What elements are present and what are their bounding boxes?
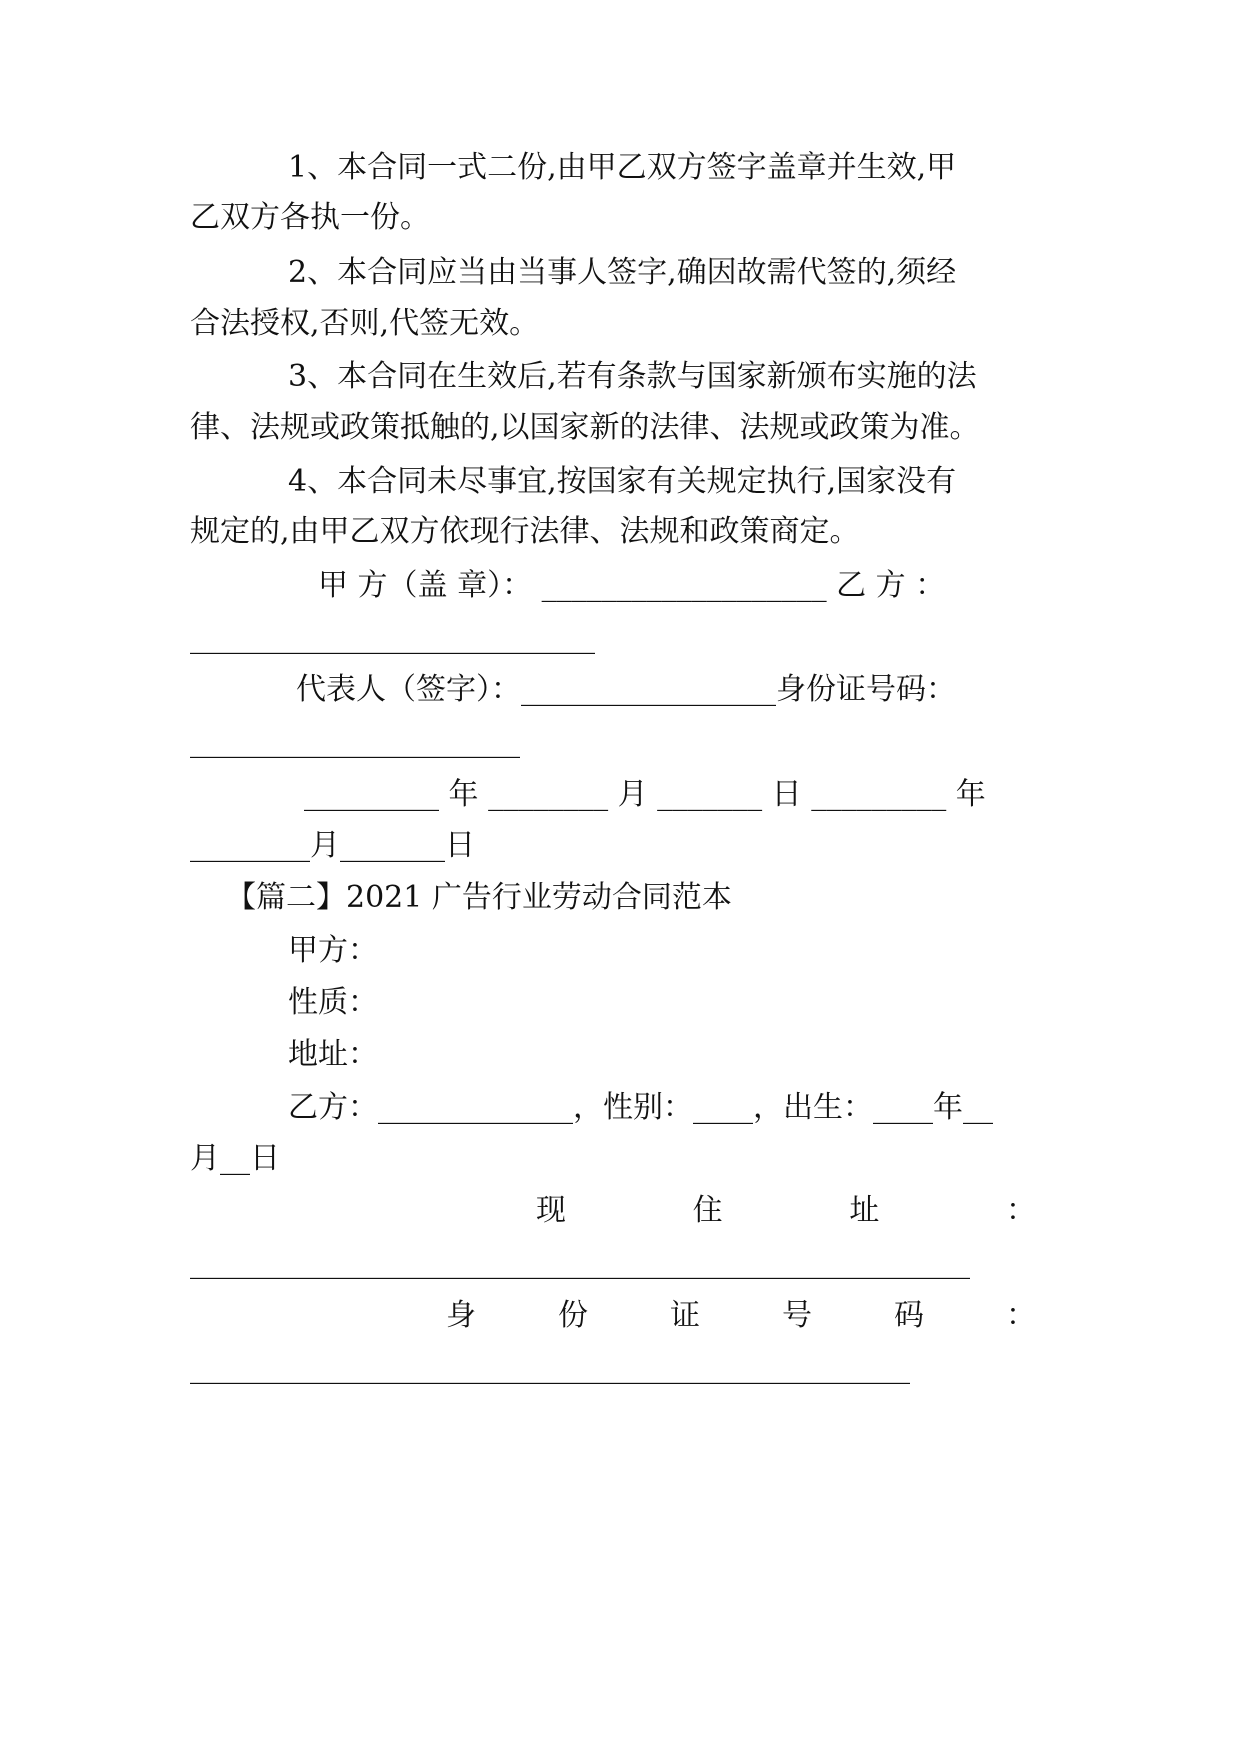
clause-4-line-1: 4、本合同未尽事宜,按国家有关规定执行,国家没有 — [288, 464, 957, 499]
id-char-3: 证 — [670, 1298, 700, 1333]
id-char-5: 码 — [894, 1298, 924, 1333]
party-a-seal-continuation: ___________________________ — [190, 620, 595, 655]
party-b-continuation: 月__日 — [190, 1141, 280, 1176]
residence-char-2: 住 — [692, 1193, 723, 1228]
date-line: _________ 年 ________ 月 _______ 日 _________ 年 — [304, 777, 986, 812]
representative-line: 代表人（签字）：_________________身份证号码： — [296, 672, 956, 707]
id-number-label — [446, 1296, 1036, 1336]
clause-2-line-2: 合法授权,否则,代签无效。 — [190, 306, 540, 341]
id-number-blank: ________________________________________________ — [190, 1350, 910, 1385]
residence-address-label — [536, 1191, 1036, 1231]
party-a-seal-line: 甲 方（盖 章）： ___________________ 乙 方 ： — [318, 568, 946, 603]
date-continuation: ________月_______日 — [190, 828, 475, 863]
clause-1-line-1: 1、本合同一式二份,由甲乙双方签字盖章并生效,甲 — [288, 150, 957, 185]
clause-2-line-1: 2、本合同应当由当事人签字,确因故需代签的,须经 — [288, 255, 957, 290]
clause-4-line-2: 规定的,由甲乙双方依现行法律、法规和政策商定。 — [190, 514, 860, 549]
id-char-6: ： — [1006, 1298, 1036, 1333]
section-2-title: 【篇二】2021 广告行业劳动合同范本 — [226, 880, 732, 915]
party-a-label: 甲方： — [288, 933, 378, 968]
address-label: 地址： — [288, 1037, 378, 1072]
clause-1-line-2: 乙双方各执一份。 — [190, 200, 430, 235]
id-char-4: 号 — [782, 1298, 812, 1333]
residence-char-3: 址 — [849, 1193, 880, 1228]
party-b-line: 乙方：_____________，性别：____，出生：____年__ — [288, 1090, 993, 1125]
id-char-2: 份 — [558, 1298, 588, 1333]
clause-3-line-2: 律、法规或政策抵触的,以国家新的法律、法规或政策为准。 — [190, 410, 980, 445]
representative-continuation: ______________________ — [190, 724, 520, 759]
nature-label: 性质： — [288, 985, 378, 1020]
clause-3-line-1: 3、本合同在生效后,若有条款与国家新颁布实施的法 — [288, 359, 977, 394]
residence-char-1: 现 — [536, 1193, 566, 1228]
residence-address-blank: ____________________________________________________ — [190, 1245, 970, 1280]
id-char-1: 身 — [446, 1298, 476, 1333]
residence-char-4: ： — [1005, 1193, 1036, 1228]
